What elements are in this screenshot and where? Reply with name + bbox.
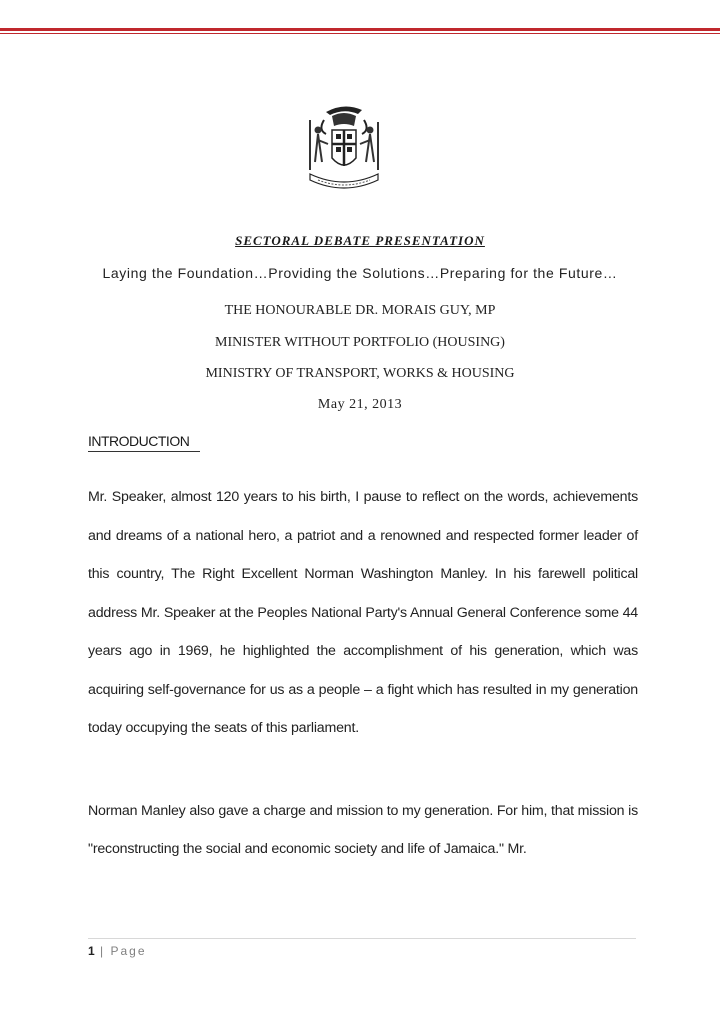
page-footer	[88, 944, 147, 958]
section-heading: INTRODUCTION	[88, 433, 190, 449]
header-rule-thin	[0, 33, 720, 34]
footer-divider	[88, 938, 636, 939]
presenter-position: MINISTER WITHOUT PORTFOLIO (HOUSING)	[215, 335, 505, 350]
section-heading-underline	[88, 451, 200, 452]
header-rule-thick	[0, 28, 720, 31]
presenter-name: THE HONOURABLE DR. MORAIS GUY, MP	[224, 303, 496, 318]
page-number: 1	[88, 944, 95, 958]
page-label: | Page	[100, 944, 147, 958]
presentation-title: SECTORAL DEBATE PRESENTATION	[235, 233, 485, 248]
paragraph-intro: Mr. Speaker, almost 120 years to his birth, I pause to reflect on the words, achievements and dreams of a national hero, a patriot and a renowned and respected former leader of this country, The Right Excellent Norman Washington Manley. In his farewell political address Mr. Speaker at the Peoples National Party's Annual General Conference some 44 years ago in 1969, he highlighted the accomplishment of his generation, which was acquiring self-governance for us as a people – a fight which has resulted in my generation today occupying the seats of this parliament.	[88, 489, 638, 736]
paragraph-manley-charge: Norman Manley also gave a charge and mission to my generation. For him, that mission is "reconstructing the social and economic society and life of Jamaica." Mr.	[88, 803, 638, 857]
ministry-name: MINISTRY OF TRANSPORT, WORKS & HOUSING	[205, 366, 515, 381]
presentation-date: May 21, 2013	[317, 397, 403, 412]
jamaica-coat-of-arms-icon	[304, 100, 384, 195]
presentation-subtitle: Laying the Foundation…Providing the Solutions…Preparing for the Future…	[102, 265, 618, 281]
